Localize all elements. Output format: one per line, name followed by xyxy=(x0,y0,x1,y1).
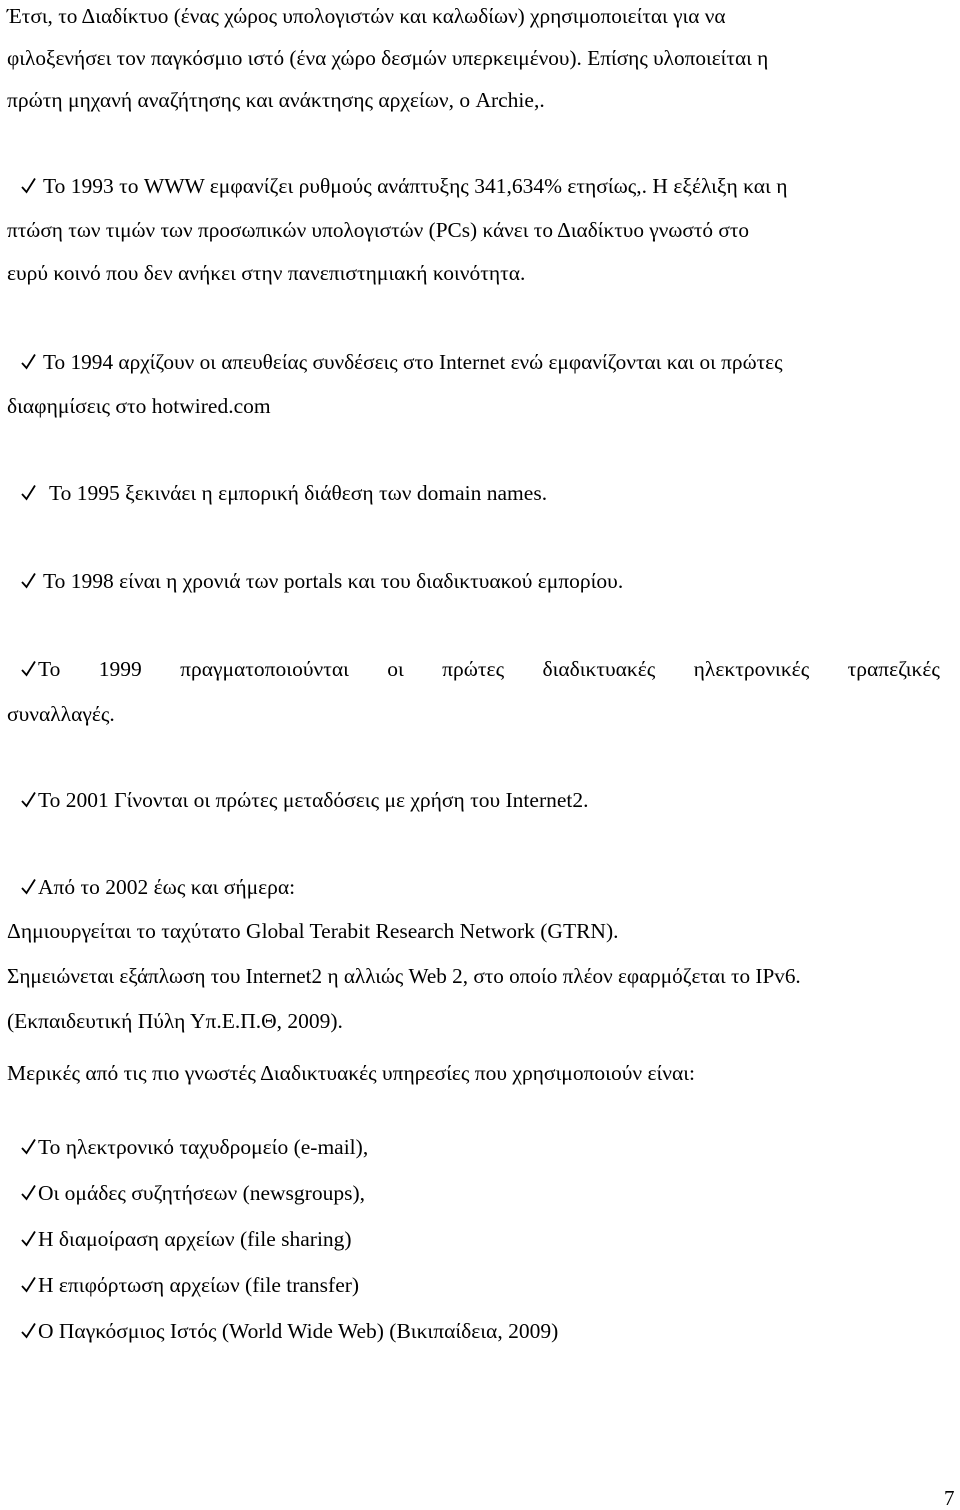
service-item xyxy=(21,1275,359,1297)
checkmark-icon xyxy=(21,878,36,895)
item-1994-line-2: διαφημίσεις στο hotwired.com xyxy=(7,394,271,418)
item-2002-line-2: Σημειώνεται εξάπλωση του Internet2 η αλλιώς Web 2, στο οποίο πλέον εφαρμόζεται το IPv6. xyxy=(7,964,801,988)
item-1993-line-2: πτώση των τιμών των προσωπικών υπολογιστών (PCs) κάνει το Διαδίκτυο γνωστό στο xyxy=(7,218,750,242)
item-2002-line-1: Δημιουργείται το ταχύτατο Global Terabit Research Network (GTRN). xyxy=(7,919,619,943)
service-item-label: Η επιφόρτωση αρχείων (file transfer) xyxy=(38,1273,360,1297)
checkmark-icon xyxy=(21,1138,36,1155)
checkmark-icon xyxy=(21,1184,36,1201)
item-1999-line-2: συναλλαγές. xyxy=(7,702,115,726)
item-1998 xyxy=(21,571,623,593)
service-item-label: Οι ομάδες συζητήσεων (newsgroups), xyxy=(38,1181,365,1205)
item-2001-text: Το 2001 Γίνονται οι πρώτες μεταδόσεις με χρήση του Internet2. xyxy=(38,788,589,812)
item-1993-line-1 xyxy=(21,176,787,198)
item-2002-heading xyxy=(21,877,295,899)
checkmark-icon xyxy=(21,791,36,808)
intro-line-2: φιλοξενήσει τον παγκόσμιο ιστό (ένα χώρο δεσμών υπερκειμένου). Επίσης υλοποιείται η xyxy=(7,46,769,70)
item-2002-heading-text: Από το 2002 έως και σήμερα: xyxy=(38,875,296,899)
checkmark-icon xyxy=(21,1276,36,1293)
item-1995 xyxy=(21,483,547,505)
checkmark-icon xyxy=(21,660,36,677)
intro-line-1: Έτσι, το Διαδίκτυο (ένας χώρος υπολογιστών και καλωδίων) χρησιμοποιείται για να xyxy=(7,4,726,28)
item-1998-text: Το 1998 είναι η χρονιά των portals και του διαδικτυακού εμπορίου. xyxy=(43,569,624,593)
item-1994-text-1: Το 1994 αρχίζουν οι απευθείας συνδέσεις στο Internet ενώ εμφανίζονται και οι πρώτες xyxy=(43,350,783,374)
item-1999-text-1: Το 1999 πραγματοποιούνται οι πρώτες διαδικτυακές ηλεκτρονικές τραπεζικές xyxy=(38,657,940,681)
item-1999-line-1 xyxy=(21,659,955,681)
service-item-label: Η διαμοίραση αρχείων (file sharing) xyxy=(38,1227,352,1251)
item-1994-line-1 xyxy=(21,352,783,373)
checkmark-icon xyxy=(21,177,36,194)
checkmark-icon xyxy=(21,572,36,589)
item-2001 xyxy=(21,790,589,812)
page-number: 7 xyxy=(944,1486,955,1510)
item-1993-text-1: Το 1993 το WWW εμφανίζει ρυθμούς ανάπτυξης 341,634% ετησίως,. Η εξέλιξη και η xyxy=(43,174,788,198)
intro-line-3: πρώτη μηχανή αναζήτησης και ανάκτησης αρχείων, ο Archie,. xyxy=(7,88,545,112)
checkmark-icon xyxy=(21,484,36,501)
item-1995-text: Το 1995 ξεκινάει η εμπορική διάθεση των domain names. xyxy=(49,481,548,505)
services-intro: Μερικές από τις πιο γνωστές Διαδικτυακές υπηρεσίες που χρησιμοποιούν είναι: xyxy=(7,1061,696,1085)
item-1993-line-3: ευρύ κοινό που δεν ανήκει στην πανεπιστημιακή κοινότητα. xyxy=(7,261,526,285)
checkmark-icon xyxy=(21,1230,36,1247)
checkmark-icon xyxy=(21,353,36,370)
service-item-label: Ο Παγκόσμιος Ιστός (World Wide Web) (Βικιπαίδεια, 2009) xyxy=(38,1319,559,1343)
service-item xyxy=(21,1321,558,1343)
service-item xyxy=(21,1137,368,1159)
checkmark-icon xyxy=(21,1322,36,1339)
item-2002-line-3: (Εκπαιδευτική Πύλη Υπ.Ε.Π.Θ, 2009). xyxy=(7,1009,343,1033)
service-item xyxy=(21,1183,365,1205)
service-item-label: Το ηλεκτρονικό ταχυδρομείο (e-mail), xyxy=(38,1135,369,1159)
service-item xyxy=(21,1229,352,1251)
